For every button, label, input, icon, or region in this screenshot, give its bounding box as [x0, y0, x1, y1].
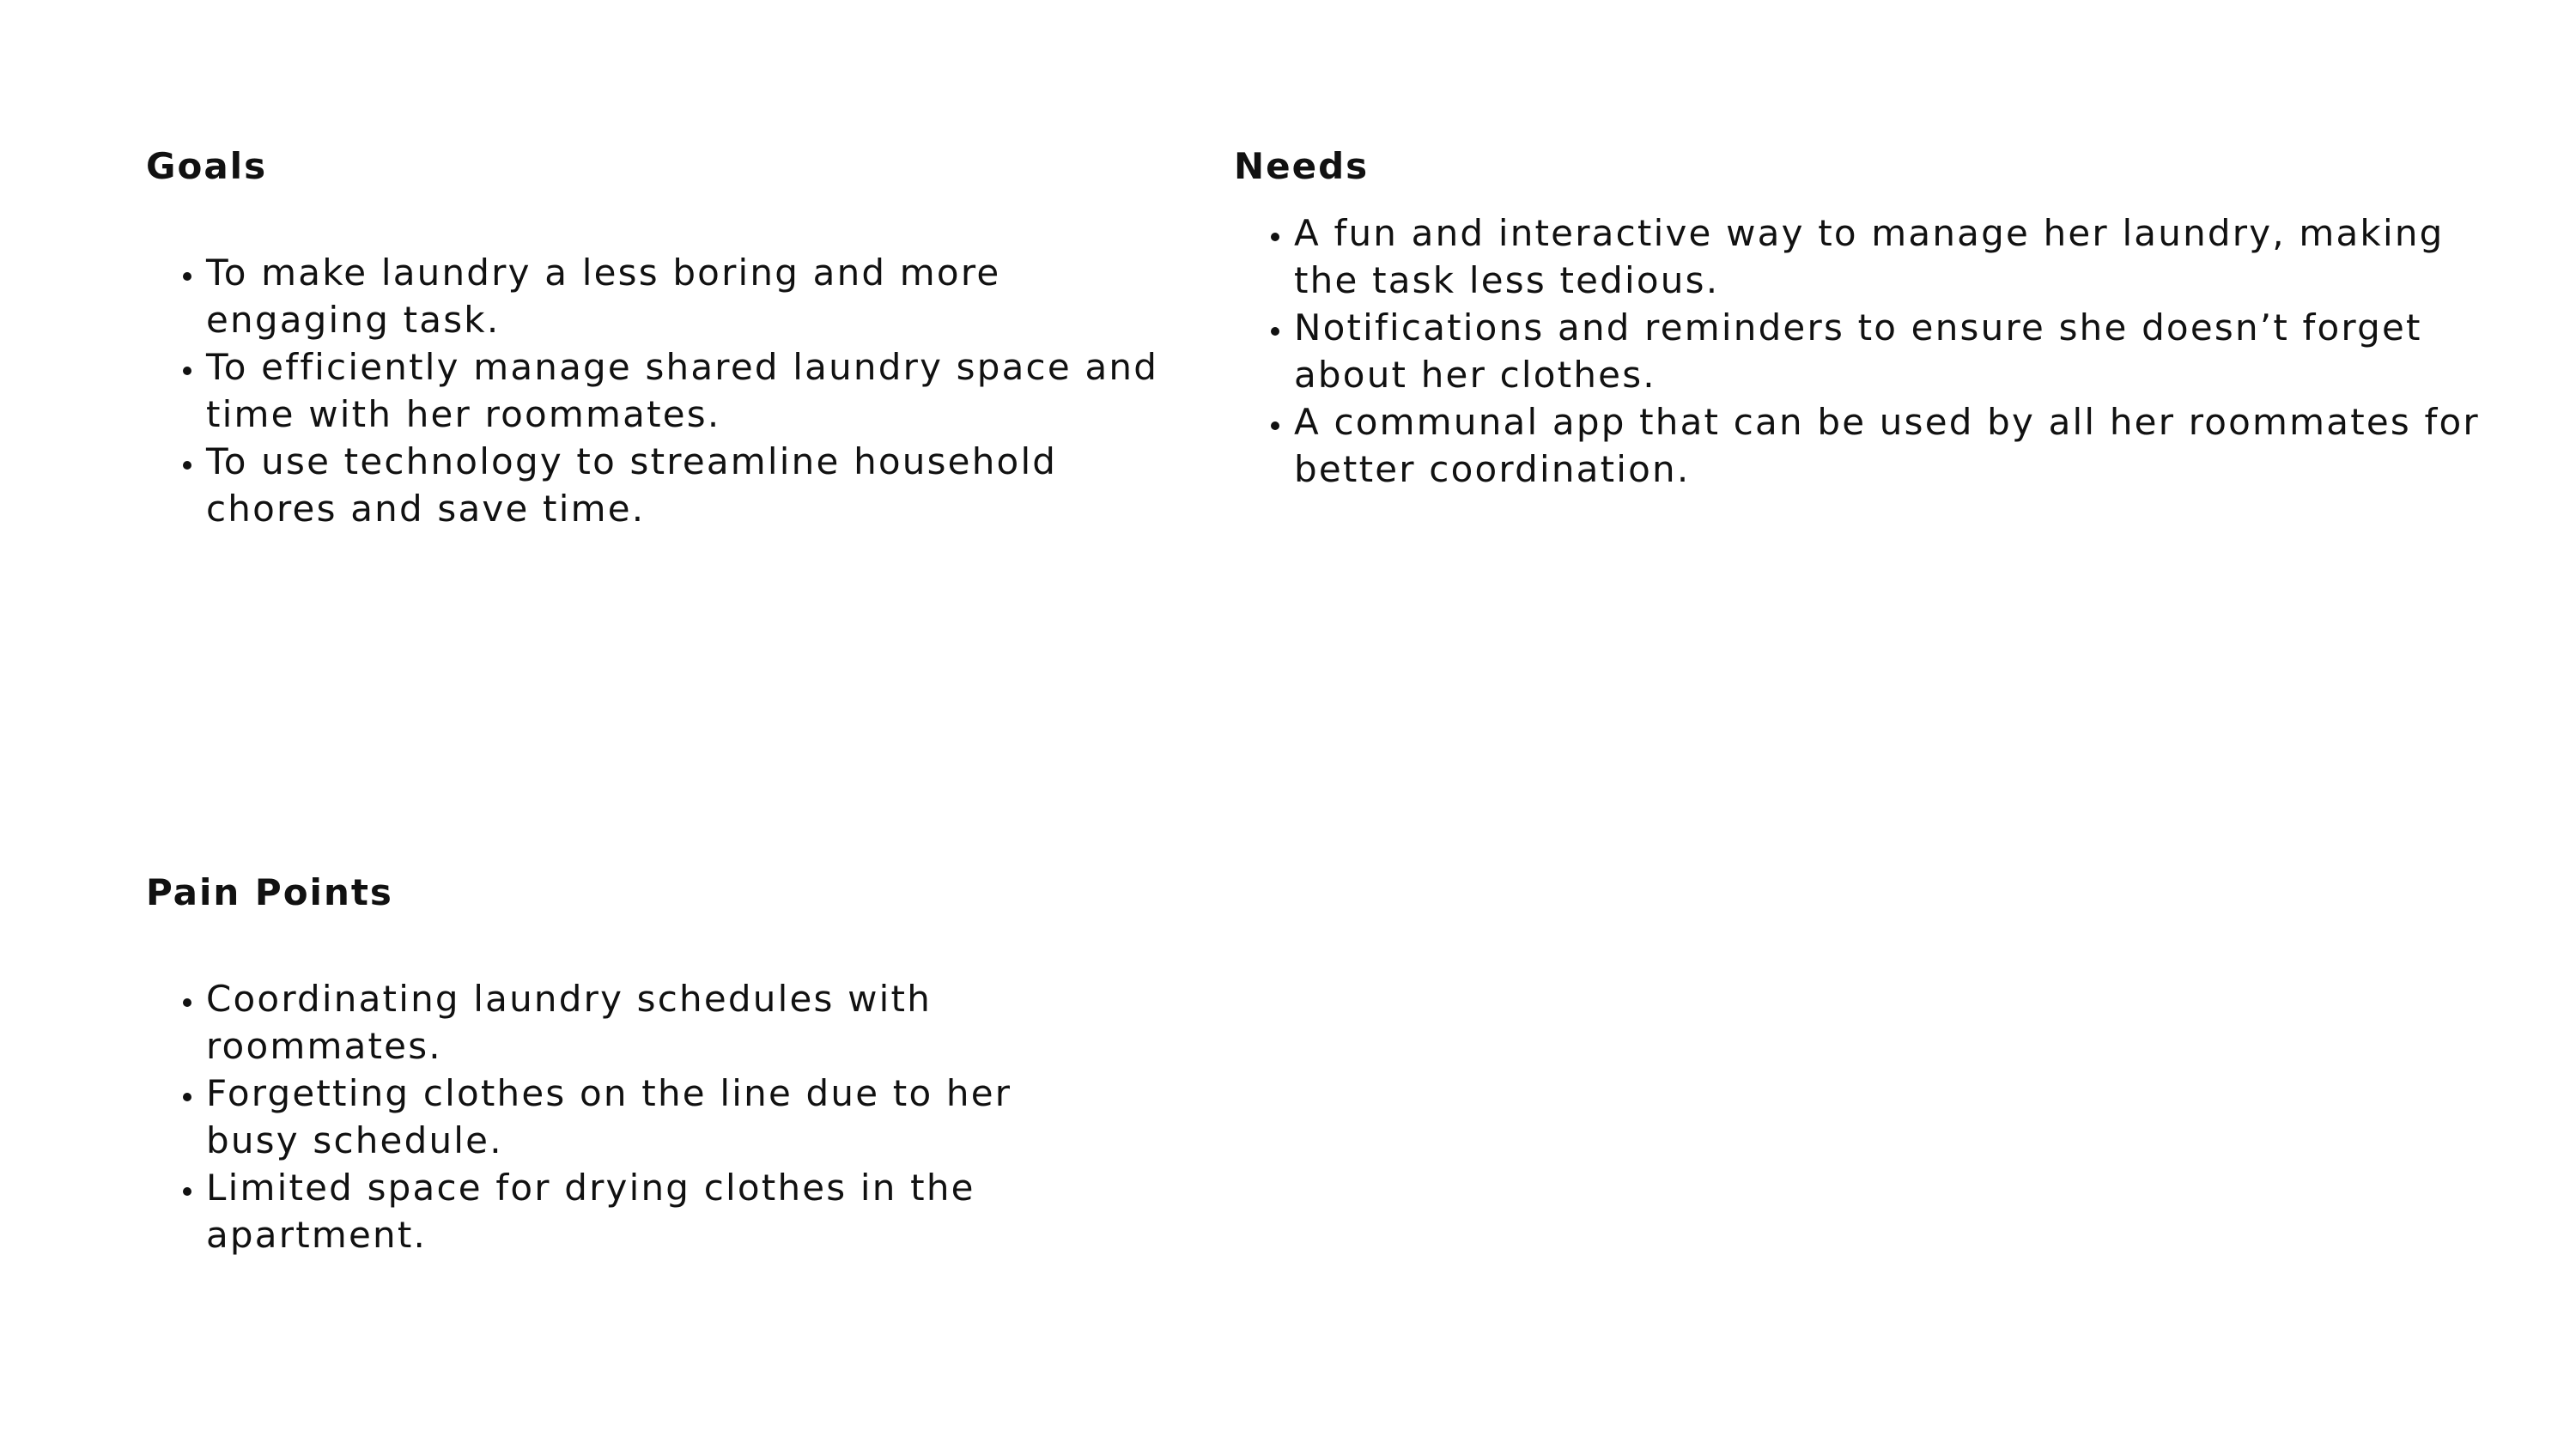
goals-list-item: • To efficiently manage shared laundry space and time with her roommates.	[206, 343, 1194, 438]
pain-points-list-item: • Forgetting clothes on the line due to her busy schedule.	[206, 1070, 1073, 1164]
pain-points-section	[146, 869, 1176, 1258]
pain-points-list-item: • Limited space for drying clothes in the apartment.	[206, 1164, 1073, 1258]
needs-list-item: • Notifications and reminders to ensure she doesn’t forget about her clothes.	[1294, 304, 2513, 398]
goals-list-item: • To use technology to streamline household chores and save time.	[206, 438, 1194, 532]
needs-list-item: • A fun and interactive way to manage her laundry, making the task less tedious.	[1294, 209, 2513, 304]
pain-points-heading: Pain Points	[146, 871, 393, 913]
goals-list	[146, 249, 1194, 532]
goals-heading: Goals	[146, 145, 268, 187]
pain-points-list	[146, 975, 1073, 1258]
goals-list-item: • To make laundry a less boring and more engaging task.	[206, 249, 1194, 343]
needs-list-item: • A communal app that can be used by all her roommates for better coordination.	[1294, 398, 2513, 493]
needs-heading: Needs	[1234, 145, 1370, 187]
needs-section	[1234, 142, 2496, 493]
goals-section	[146, 142, 1176, 532]
pain-points-list-item: • Coordinating laundry schedules with roommates.	[206, 975, 1073, 1070]
needs-list	[1234, 209, 2513, 493]
